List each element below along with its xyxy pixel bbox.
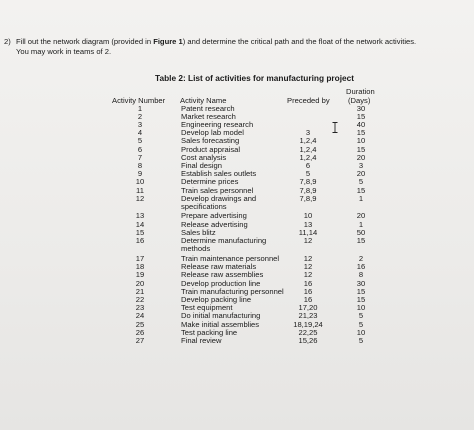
activity-name-cell: Train sales personnel bbox=[181, 185, 254, 195]
preceded-by-cell: 12 bbox=[303, 253, 313, 263]
activity-number-cell: 18 bbox=[135, 262, 145, 272]
duration-cell: 15 bbox=[356, 111, 366, 121]
duration-cell: 8 bbox=[358, 270, 364, 280]
activity-name-cell: Determine prices bbox=[181, 177, 239, 187]
duration-cell: 5 bbox=[358, 311, 364, 321]
preceded-by-cell: 13 bbox=[303, 219, 313, 229]
preceded-by-cell: 15,26 bbox=[298, 335, 318, 345]
figure-reference: Figure 1 bbox=[153, 37, 183, 46]
preceded-by-cell: 7,8,9 bbox=[299, 185, 317, 195]
activity-name-cell: Develop production line bbox=[181, 278, 261, 288]
question-number: 2) bbox=[4, 37, 11, 46]
activity-name-cell: Develop packing line bbox=[181, 294, 252, 304]
duration-cell: 50 bbox=[356, 227, 366, 237]
activity-name-cell: Train maintenance personnel bbox=[181, 253, 280, 263]
activity-number-cell: 5 bbox=[137, 136, 143, 146]
preceded-by-cell: 1,2,4 bbox=[299, 152, 317, 162]
activity-number-cell: 25 bbox=[135, 319, 145, 329]
duration-cell: 20 bbox=[356, 152, 366, 162]
duration-cell: 15 bbox=[356, 294, 366, 304]
preceded-by-cell: 3 bbox=[305, 128, 311, 138]
activity-name-cell: Sales forecasting bbox=[181, 136, 240, 146]
duration-cell: 1 bbox=[358, 193, 364, 203]
header-activity-number: Activity Number bbox=[112, 96, 166, 105]
activity-name-cell: Make initial assemblies bbox=[181, 319, 260, 329]
activity-name-cell: Product appraisal bbox=[181, 144, 241, 154]
activity-number-cell: 4 bbox=[137, 128, 143, 138]
activity-number-cell: 12 bbox=[135, 193, 145, 203]
activity-name-continuation: methods bbox=[181, 244, 211, 254]
duration-cell: 15 bbox=[356, 286, 366, 296]
activity-name-cell: Train manufacturing personnel bbox=[181, 286, 284, 296]
activity-name-cell: Release raw materials bbox=[181, 262, 257, 272]
activity-number-cell: 20 bbox=[135, 278, 145, 288]
preceded-by-cell: 22,25 bbox=[298, 327, 318, 337]
duration-cell: 2 bbox=[358, 253, 364, 263]
duration-cell: 10 bbox=[356, 327, 366, 337]
preceded-by-cell: 10 bbox=[303, 211, 313, 221]
activity-number-cell: 9 bbox=[137, 169, 143, 179]
activity-number-cell: 1 bbox=[137, 103, 143, 113]
preceded-by-cell: 16 bbox=[303, 278, 313, 288]
activity-number-cell: 2 bbox=[137, 111, 143, 121]
activity-number-cell: 17 bbox=[135, 253, 145, 263]
activity-name-cell: Determine manufacturing bbox=[181, 235, 267, 245]
duration-cell: 5 bbox=[358, 335, 364, 345]
duration-cell: 10 bbox=[356, 303, 366, 313]
preceded-by-cell: 12 bbox=[303, 262, 313, 272]
activity-number-cell: 16 bbox=[135, 235, 145, 245]
activity-number-cell: 23 bbox=[135, 303, 145, 313]
activity-number-cell: 24 bbox=[135, 311, 145, 321]
header-preceded-by: Preceded by bbox=[287, 96, 330, 105]
activity-number-cell: 13 bbox=[135, 211, 145, 221]
activity-number-cell: 7 bbox=[137, 152, 143, 162]
table-title: Table 2: List of activities for manufacturing project bbox=[155, 73, 355, 83]
activity-number-cell: 3 bbox=[137, 119, 143, 129]
activity-name-cell: Prepare advertising bbox=[181, 211, 247, 221]
preceded-by-cell: 18,19,24 bbox=[293, 319, 323, 329]
duration-cell: 10 bbox=[356, 136, 366, 146]
activity-name-continuation: specifications bbox=[181, 201, 227, 211]
duration-cell: 5 bbox=[358, 177, 364, 187]
preceded-by-cell: 6 bbox=[305, 160, 311, 170]
activity-number-cell: 11 bbox=[136, 185, 144, 195]
activity-number-cell: 8 bbox=[137, 160, 143, 170]
activity-number-cell: 6 bbox=[137, 144, 143, 154]
preceded-by-cell: 17,20 bbox=[298, 303, 318, 313]
duration-cell: 20 bbox=[356, 211, 366, 221]
preceded-by-cell: 5 bbox=[305, 169, 311, 179]
duration-cell: 40 bbox=[356, 119, 366, 129]
preceded-by-cell: 21,23 bbox=[298, 311, 318, 321]
duration-cell: 30 bbox=[356, 278, 366, 288]
question-text-post: ) and determine the critical path and the float of the network activities. bbox=[182, 37, 417, 46]
activity-number-cell: 10 bbox=[135, 177, 145, 187]
activity-name-cell: Market research bbox=[181, 111, 236, 121]
header-duration: Duration bbox=[346, 87, 375, 96]
activity-name-cell: Develop lab model bbox=[181, 128, 244, 138]
activity-number-cell: 19 bbox=[135, 270, 145, 280]
preceded-by-cell: 12 bbox=[303, 235, 313, 245]
preceded-by-cell: 7,8,9 bbox=[299, 193, 317, 203]
activity-name-cell: Release raw assemblies bbox=[181, 270, 264, 280]
activity-name-cell: Release advertising bbox=[181, 219, 248, 229]
activity-name-cell: Develop drawings and bbox=[181, 193, 257, 203]
activity-name-cell: Engineering research bbox=[181, 119, 254, 129]
activity-number-cell: 22 bbox=[135, 294, 145, 304]
question-text-pre: Fill out the network diagram (provided in bbox=[16, 37, 154, 46]
duration-cell: 20 bbox=[356, 169, 366, 179]
activity-name-cell: Final design bbox=[181, 160, 222, 170]
activity-number-cell: 14 bbox=[135, 219, 145, 229]
duration-cell: 16 bbox=[356, 262, 366, 272]
text-cursor-icon bbox=[332, 122, 338, 133]
activity-number-cell: 21 bbox=[135, 286, 145, 296]
duration-cell: 15 bbox=[356, 185, 366, 195]
activity-name-cell: Do initial manufacturing bbox=[181, 311, 261, 321]
activity-name-cell: Sales blitz bbox=[181, 227, 216, 237]
preceded-by-cell: 12 bbox=[303, 270, 313, 280]
activity-name-cell: Establish sales outlets bbox=[181, 169, 257, 179]
duration-cell: 30 bbox=[356, 103, 366, 113]
activity-name-cell: Final review bbox=[181, 335, 222, 345]
duration-cell: 15 bbox=[356, 235, 366, 245]
question-line-1 bbox=[16, 37, 416, 47]
activity-number-cell: 27 bbox=[135, 335, 145, 345]
activity-name-cell: Test equipment bbox=[181, 303, 233, 313]
preceded-by-cell: 7,8,9 bbox=[299, 177, 317, 187]
preceded-by-cell: 11,14 bbox=[298, 227, 318, 237]
duration-cell: 5 bbox=[358, 319, 364, 329]
activity-number-cell: 15 bbox=[135, 227, 145, 237]
header-activity-name: Activity Name bbox=[180, 96, 227, 105]
activity-name-cell: Test packing line bbox=[181, 327, 238, 337]
duration-cell: 1 bbox=[358, 219, 364, 229]
activity-number-cell: 26 bbox=[135, 327, 145, 337]
duration-cell: 15 bbox=[356, 128, 366, 138]
preceded-by-cell: 1,2,4 bbox=[299, 144, 317, 154]
duration-cell: 15 bbox=[356, 144, 366, 154]
preceded-by-cell: 1,2,4 bbox=[299, 136, 317, 146]
preceded-by-cell: 16 bbox=[303, 286, 313, 296]
duration-cell: 3 bbox=[358, 160, 364, 170]
activity-name-cell: Cost analysis bbox=[181, 152, 227, 162]
preceded-by-cell: 16 bbox=[303, 294, 313, 304]
question-line-2: You may work in teams of 2. bbox=[16, 46, 112, 56]
header-duration-unit: (Days) bbox=[348, 96, 371, 105]
activity-name-cell: Patent research bbox=[181, 103, 235, 113]
